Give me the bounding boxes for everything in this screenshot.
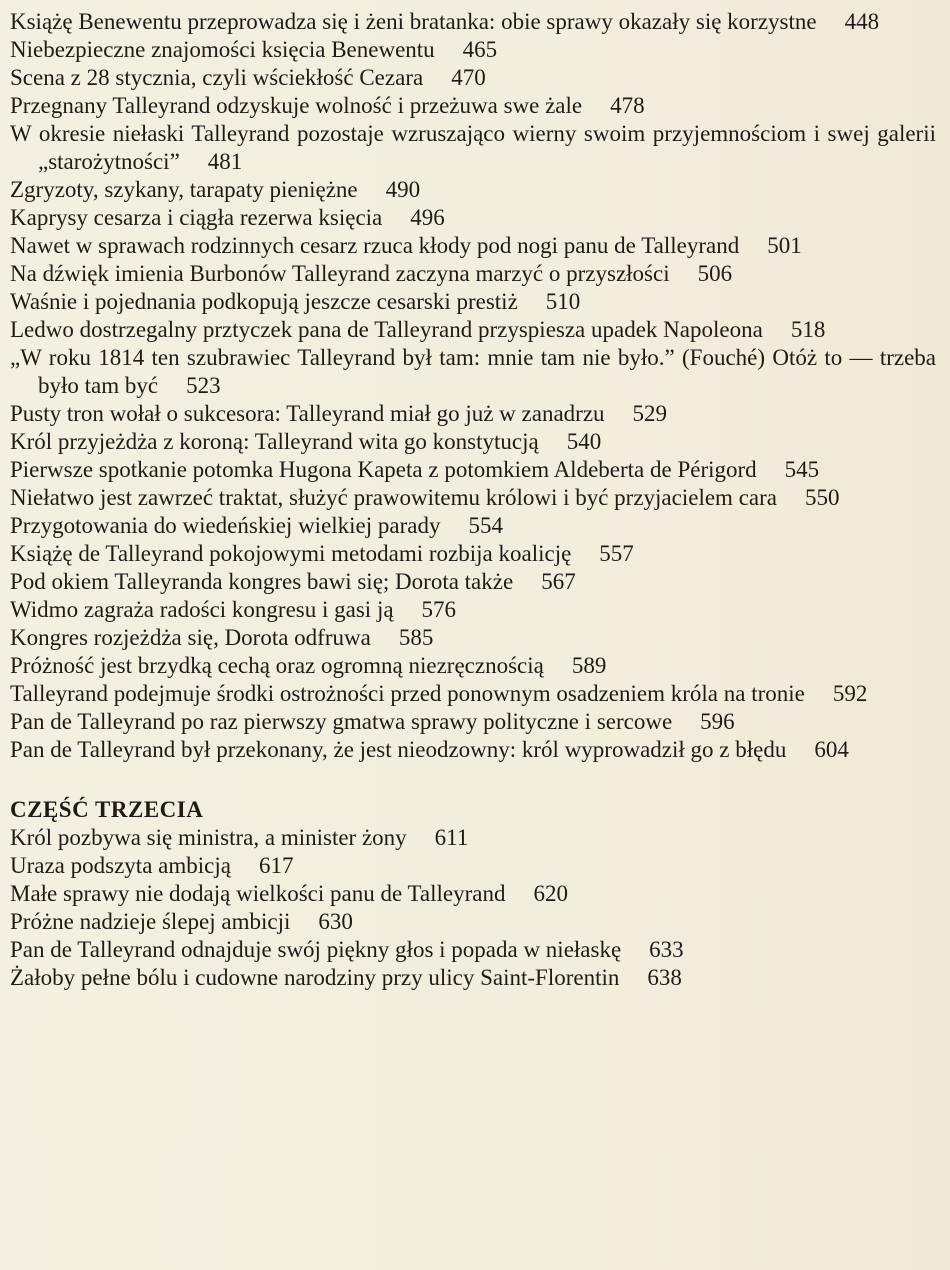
entry-page-number: 550 xyxy=(804,485,840,510)
toc-entry xyxy=(10,880,936,908)
toc-entry xyxy=(10,908,936,936)
toc-entry xyxy=(10,824,936,852)
toc-entry xyxy=(10,852,936,880)
toc-entry xyxy=(10,456,936,484)
entry-page-number: 638 xyxy=(647,965,682,990)
entry-title: W okresie niełaski Talleyrand pozostaje wzruszająco wierny swoim przyjemnościom i swej galerii „starożytności” xyxy=(10,121,936,174)
toc-entry xyxy=(10,680,936,708)
toc-entry xyxy=(10,36,936,64)
toc-entry xyxy=(10,652,936,680)
toc-entry xyxy=(10,120,936,176)
entry-title: Pan de Talleyrand po raz pierwszy gmatwa sprawy polityczne i sercowe xyxy=(10,709,673,734)
entry-title: Książę Benewentu przeprowadza się i żeni bratanka: obie sprawy okazały się korzystne xyxy=(10,9,817,34)
entry-title: Przegnany Talleyrand odzyskuje wolność i przeżuwa swe żale xyxy=(10,93,583,118)
toc-entry xyxy=(10,260,936,288)
entry-title: „W roku 1814 ten szubrawiec Talleyrand był tam: mnie tam nie było.” (Fouché) Otóż to — trzeba było tam być xyxy=(10,345,936,398)
section-table-of-contents xyxy=(10,824,936,992)
entry-title: Waśnie i pojednania podkopują jeszcze cesarski prestiż xyxy=(10,289,518,314)
entry-page-number: 481 xyxy=(207,149,243,174)
entry-title: Pierwsze spotkanie potomka Hugona Kapeta z potomkiem Aldeberta de Périgord xyxy=(10,457,757,482)
toc-entry xyxy=(10,596,936,624)
entry-page-number: 620 xyxy=(533,881,568,906)
entry-title: Niebezpieczne znajomości księcia Benewentu xyxy=(10,37,435,62)
entry-page-number: 633 xyxy=(649,937,684,962)
entry-title: Pan de Talleyrand odnajduje swój piękny głos i popada w niełaskę xyxy=(10,937,622,962)
table-of-contents xyxy=(10,8,936,764)
entry-page-number: 448 xyxy=(844,9,880,34)
entry-title: Na dźwięk imienia Burbonów Talleyrand zaczyna marzyć o przyszłości xyxy=(10,261,670,286)
entry-page-number: 470 xyxy=(451,65,486,90)
entry-page-number: 478 xyxy=(610,93,645,118)
entry-page-number: 518 xyxy=(790,317,826,342)
toc-entry xyxy=(10,428,936,456)
entry-title: Pan de Talleyrand był przekonany, że jest nieodzowny: król wyprowadził go z błędu xyxy=(10,737,787,762)
toc-entry xyxy=(10,204,936,232)
entry-title: Ledwo dostrzegalny prztyczek pana de Talleyrand przyspiesza upadek Napoleona xyxy=(10,317,763,342)
toc-entry xyxy=(10,400,936,428)
entry-page-number: 554 xyxy=(468,513,503,538)
entry-page-number: 523 xyxy=(186,373,221,398)
toc-entry xyxy=(10,484,936,512)
entry-page-number: 592 xyxy=(832,681,868,706)
toc-entry xyxy=(10,232,936,260)
toc-entry xyxy=(10,936,936,964)
toc-entry xyxy=(10,708,936,736)
entry-page-number: 589 xyxy=(571,653,607,678)
toc-entry xyxy=(10,8,936,36)
entry-title: Kongres rozjeżdża się, Dorota odfruwa xyxy=(10,625,371,650)
entry-page-number: 510 xyxy=(545,289,581,314)
entry-page-number: 617 xyxy=(258,853,294,878)
entry-title: Widmo zagraża radości kongresu i gasi ją xyxy=(10,597,394,622)
entry-title: Małe sprawy nie dodają wielkości panu de Talleyrand xyxy=(10,881,506,906)
entry-page-number: 545 xyxy=(784,457,820,482)
entry-page-number: 567 xyxy=(541,569,576,594)
entry-title: Uraza podszyta ambicją xyxy=(10,853,231,878)
entry-title: Nawet w sprawach rodzinnych cesarz rzuca kłody pod nogi panu de Talleyrand xyxy=(10,233,740,258)
toc-entry xyxy=(10,288,936,316)
entry-title: Niełatwo jest zawrzeć traktat, służyć prawowitemu królowi i być przyjacielem cara xyxy=(10,485,777,510)
entry-title: Król przyjeżdża z koroną: Talleyrand wita go konstytucją xyxy=(10,429,539,454)
entry-page-number: 540 xyxy=(566,429,602,454)
toc-entry xyxy=(10,736,936,764)
entry-title: Zgryzoty, szykany, tarapaty pieniężne xyxy=(10,177,358,202)
entry-page-number: 501 xyxy=(767,233,802,258)
toc-entry xyxy=(10,344,936,400)
entry-page-number: 585 xyxy=(398,625,434,650)
entry-page-number: 596 xyxy=(700,709,735,734)
entry-title: Próżność jest brzydką cechą oraz ogromną niezręcznością xyxy=(10,653,544,678)
entry-title: Książę de Talleyrand pokojowymi metodami rozbija koalicję xyxy=(10,541,572,566)
toc-entry xyxy=(10,964,936,992)
entry-title: Żałoby pełne bólu i cudowne narodziny przy ulicy Saint-Florentin xyxy=(10,965,620,990)
entry-page-number: 604 xyxy=(814,737,849,762)
entry-page-number: 611 xyxy=(434,825,469,850)
toc-entry xyxy=(10,624,936,652)
entry-title: Próżne nadzieje ślepej ambicji xyxy=(10,909,291,934)
toc-entry xyxy=(10,64,936,92)
entry-title: Król pozbywa się ministra, a minister żony xyxy=(10,825,407,850)
entry-page-number: 557 xyxy=(599,541,634,566)
entry-title: Scena z 28 stycznia, czyli wściekłość Cezara xyxy=(10,65,424,90)
toc-entry xyxy=(10,316,936,344)
entry-title: Pusty tron wołał o sukcesora: Talleyrand miał go już w zanadrzu xyxy=(10,401,605,426)
entry-page-number: 576 xyxy=(421,597,457,622)
toc-entry xyxy=(10,176,936,204)
entry-page-number: 529 xyxy=(632,401,668,426)
toc-entry xyxy=(10,512,936,540)
toc-entry xyxy=(10,540,936,568)
toc-entry xyxy=(10,568,936,596)
entry-title: Pod okiem Talleyranda kongres bawi się; Dorota także xyxy=(10,569,514,594)
entry-page-number: 465 xyxy=(462,37,498,62)
toc-entry xyxy=(10,92,936,120)
entry-title: Talleyrand podejmuje środki ostrożności przed ponownym osadzeniem króla na tronie xyxy=(10,681,805,706)
entry-page-number: 490 xyxy=(385,177,421,202)
entry-page-number: 506 xyxy=(697,261,733,286)
entry-title: Kaprysy cesarza i ciągła rezerwa księcia xyxy=(10,205,383,230)
section-heading: CZĘŚĆ TRZECIA xyxy=(10,797,204,822)
entry-page-number: 630 xyxy=(318,909,353,934)
entry-page-number: 496 xyxy=(410,205,445,230)
entry-title: Przygotowania do wiedeńskiej wielkiej parady xyxy=(10,513,441,538)
